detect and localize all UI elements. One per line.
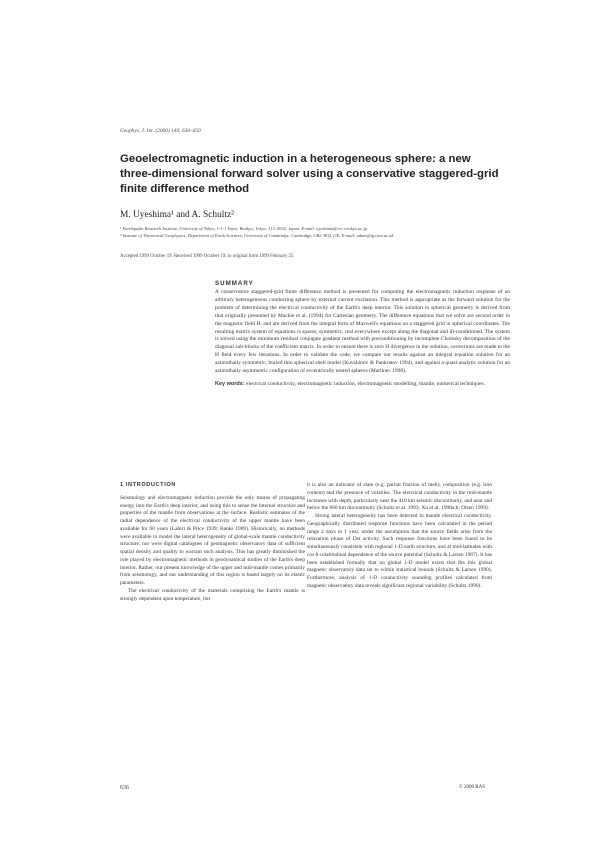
affiliation-2: ² Institute of Theoretical Geophysics, Department of Earth Sciences, University of Cambridge, Cambridge, CB2 3EQ, UK. E-mail: adam@ig.cam.ac.uk xyxy=(120,233,394,238)
section-heading-introduction: 1 INTRODUCTION xyxy=(120,482,176,488)
keywords-label: Key words: xyxy=(215,380,245,387)
body-column-left xyxy=(120,482,305,603)
keywords xyxy=(215,381,510,389)
keywords-list: electrical conductivity, electromagnetic induction, electromagnetic modelling, mantle, numerical techniques. xyxy=(246,380,485,387)
journal-reference: Geophys. J. Int. (2000) 140, 636–650 xyxy=(120,128,201,134)
affiliation-1: ¹ Earthquake Research Institute, University of Tokyo, 1-1-1 Yayoi, Bunkyo, Tokyo, 113–0032, Japan. E-mail: uyeshima@eri.u-tokyo.ac.jp xyxy=(120,226,367,231)
affiliations xyxy=(120,225,510,239)
paragraph: it is also an indicator of state (e.g. partial fraction of melt), composition (e.g. iron content) and the presence of volatiles. The electrical conductivity in the mid-mantle increases with depth, particularly near the 410 km seismic discontinuity, and near and below the 660 km discontinuity (Schultz et al. 1993; Xu et al. 1998a,b; Olsen 1999). xyxy=(307,482,492,512)
body-column-right xyxy=(307,482,492,591)
page-number: 636 xyxy=(120,785,129,791)
paragraph: The electrical conductivity of the materials comprising the Earth's mantle is strongly dependent upon temperature, but xyxy=(120,587,305,602)
summary-heading: SUMMARY xyxy=(215,280,254,287)
summary-section xyxy=(215,280,510,389)
paragraph: Strong lateral heterogeneity has been detected in mantle electrical conductivity. Geographically distributed response functions have been calculated in the period range 2 days to 1 year, under the assumption that the source fields arise from the relaxation phase of Dst activity. Such response functions have been found to be simultaneously consistent with regional 1-D earth structure, and at mid-latitudes with cos θ colatitudinal dependence of the source potential (Schultz & Larsen 1987). It has been established formally that no global 1-D model exists that fits this global magnetic observatory data set to within statistical bounds (Schultz & Larsen 1990). Furthermore, analysis of 1-D conductivity sounding profiles calculated from magnetic observatory data reveals significant regional variability (Schultz 1990). xyxy=(307,513,492,589)
submission-dates: Accepted 1999 October 19. Received 1999 October 19; in original form 1999 February 25 xyxy=(120,254,294,259)
author-list: M. Uyeshima¹ and A. Schultz² xyxy=(120,210,234,220)
copyright-notice: © 2000 RAS xyxy=(459,785,486,790)
paragraph: Seismology and electromagnetic induction provide the only means of propagating energy into the Earth's deep interior, and using this to sense the internal structure and properties of the mantle from observations at the surface. Realistic estimates of the radial dependence of the electrical conductivity of the upper mantle have been available for 60 years (Lahiri & Price 1939; Banks 1969). Historically, no methods were available to model the lateral heterogeneity of global-scale mantle conductivity structure, nor were digital catalogues of geomagnetic observatory data of sufficient spatial density and quality to warrant such analysis. This has greatly diminished the role played by electromagnetic methods in geodynamical studies of the Earth's deep interior. Rather, our present knowledge of the upper and mid-mantle comes primarily from seismology, and our understanding of this region is based largely on its elastic parameters. xyxy=(120,494,305,586)
summary-text: A conservative staggered-grid finite difference method is presented for computing the electromagnetic induction response of an arbitrary heterogeneous conducting sphere by external current excitation. This method is appropriate as the forward solution for the problem of determining the electrical conductivity of the Earth's deep interior. This solution in spherical geometry is derived from that originally presented by Mackie et al. (1994) for Cartesian geometry. The difference equations that we solve are second order in the magnetic field H, and are derived from the integral form of Maxwell's equations on a staggered grid in spherical coordinates. The resulting matrix system of equations is sparse, symmetric, real everywhere except along the diagonal and ill-conditioned. The system is solved using the minimum residual conjugate gradient method with preconditioning by incomplete Cholesky decomposition of the diagonal sub-blocks of the coefficient matrix. In order to ensure there is zero H divergence in the solution, corrections are made to the H field every few iterations. In order to validate the code, we compare our results against an integral equation solution for an azimuthally symmetric, buried thin spherical shell model (Kuvshinov & Pankratov 1994), and against a quasi-analytic solution for an azimuthally asymmetric configuration of eccentrically nested spheres (Martinec 1998). xyxy=(215,289,510,375)
article-title: Geoelectromagnetic induction in a heterogeneous sphere: a new three-dimensional forward solver using a conservative staggered-grid finite difference method xyxy=(120,153,499,195)
